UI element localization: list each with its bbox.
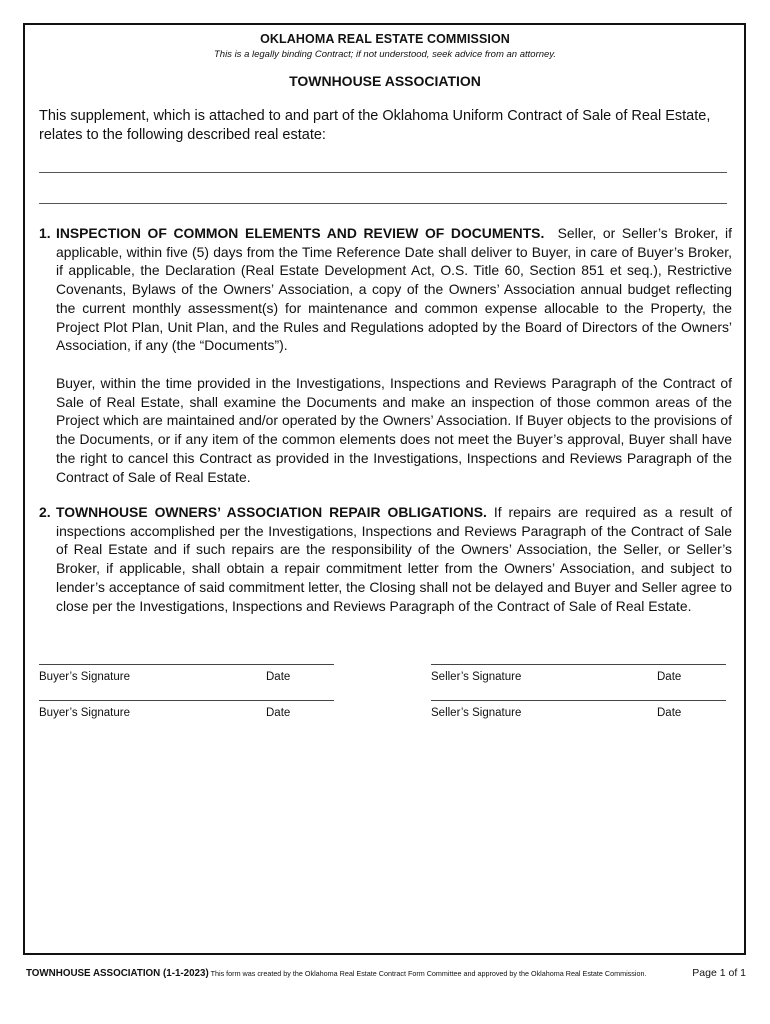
- section-2: [39, 503, 732, 615]
- seller-signature-label: Seller’s Signature: [431, 671, 522, 683]
- section-2-number: 2.: [39, 504, 51, 520]
- property-description-line-1[interactable]: [39, 172, 727, 173]
- footer-form-code: TOWNHOUSE ASSOCIATION (1-1-2023): [26, 968, 209, 979]
- buyer-date-label-2: Date: [266, 707, 291, 719]
- seller-date-label-2: Date: [657, 707, 682, 719]
- page-border: [23, 23, 746, 955]
- section-1-paragraph-2: Buyer, within the time provided in the Investigations, Inspections and Reviews Paragraph of the Contract of Sale of Real Estate, shall examine the Documents and make an inspection of those common areas of the Project which are maintained and/or operated by the Owners’ Association. If Buyer objects to the provisions of the Documents, or if any item of the common elements does not meet the Buyer’s approval, Buyer shall have the right to cancel this Contract as provided in the Investigations, Inspections and Reviews Paragraph of the Contract of Sale of Real Estate.: [56, 375, 732, 485]
- section-1-number: 1.: [39, 225, 51, 241]
- footer-note: This form was created by the Oklahoma Real Estate Contract Form Committee and approved by the Oklahoma Real Estate Commission.: [210, 969, 647, 978]
- seller-signature-line-2[interactable]: [431, 700, 726, 701]
- form-title: TOWNHOUSE ASSOCIATION: [289, 73, 481, 89]
- section-1-text: Seller, or Seller’s Broker, if applicable, within five (5) days from the Time Reference Date shall deliver to Buyer, in care of Buyer’s Broker, if applicable, the Declaration (Real Estate Development Act, O.S. Title 60, Section 851 et seq.), Restrictive Covenants, Bylaws of the Owners’ Association, a copy of the Owners’ Association annual budget reflecting the current monthly assessment(s) for maintenance and common expense allocable to the Property, the Project Plot Plan, Unit Plan, and the Rules and Regulations adopted by the Board of Directors of the Owners’ Association, if any (the “Documents”).: [56, 225, 733, 354]
- property-description-line-2[interactable]: [39, 203, 727, 204]
- seller-signature-label-2: Seller’s Signature: [431, 707, 522, 719]
- page-number: Page 1 of 1: [692, 967, 746, 979]
- buyer-signature-line-2[interactable]: [39, 700, 334, 701]
- section-1: [39, 224, 732, 355]
- section-2-heading: TOWNHOUSE OWNERS’ ASSOCIATION REPAIR OBLIGATIONS.: [56, 504, 487, 520]
- buyer-signature-label-2: Buyer’s Signature: [39, 707, 130, 719]
- footer: [26, 968, 748, 979]
- organization-title: OKLAHOMA REAL ESTATE COMMISSION: [260, 32, 510, 46]
- legal-disclaimer: This is a legally binding Contract; if not understood, seek advice from an attorney.: [213, 49, 556, 60]
- seller-signature-line-1[interactable]: [431, 664, 726, 665]
- buyer-signature-label: Buyer’s Signature: [39, 671, 130, 683]
- buyer-signature-line-1[interactable]: [39, 664, 334, 665]
- section-1-heading: INSPECTION OF COMMON ELEMENTS AND REVIEW OF DOCUMENTS.: [56, 225, 545, 241]
- seller-date-label: Date: [657, 671, 682, 683]
- intro-text: This supplement, which is attached to and part of the Oklahoma Uniform Contract of Sale of Real Estate, relates to the following described real estate:: [39, 108, 711, 143]
- section-2-text: If repairs are required as a result of inspections accomplished per the Investigations, Inspections and Reviews Paragraph of the Contract of Sale of Real Estate and if such repairs are the responsibility of the Owners’ Association, the Seller, or Seller’s Broker, if applicable, shall obtain a repair commitment letter from the Owners’ Association, and subject to lender’s acceptance of said commitment letter, the Closing shall not be delayed and Buyer and Seller agree to close per the Investigations, Inspections and Reviews Paragraph of the Contract of Sale of Real Estate.: [56, 504, 732, 614]
- buyer-date-label: Date: [266, 671, 291, 683]
